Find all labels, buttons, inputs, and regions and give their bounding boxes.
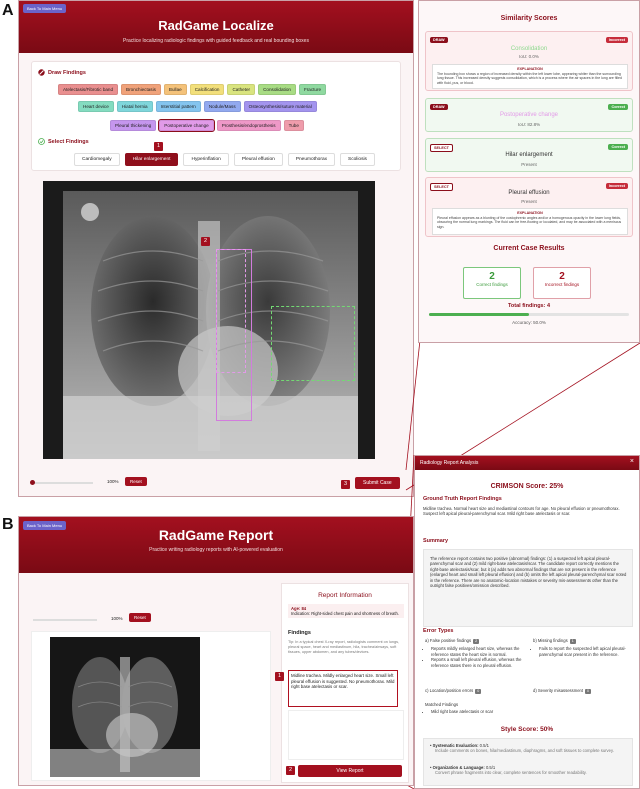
back-to-main-menu-button[interactable]: Back To Main Menu (23, 4, 66, 13)
select-chip: SELECT (430, 144, 453, 152)
findings-textarea-expanded[interactable] (288, 710, 404, 760)
xray-viewer (31, 631, 271, 781)
step-marker-2: 2 (201, 237, 210, 246)
select-tag[interactable]: Pneumothorax (288, 153, 335, 166)
draw-tag[interactable]: Hiatal hernia (117, 101, 153, 112)
finding-name: Postoperative change (499, 112, 559, 118)
draw-tag[interactable]: Interstitial pattern (156, 101, 201, 112)
similarity-scores-panel (418, 0, 640, 343)
select-tag[interactable]: Pleural effusion (234, 153, 283, 166)
draw-tag[interactable]: Tube (284, 120, 304, 131)
correct-count: 2 (489, 271, 495, 282)
incorrect-count: 2 (559, 271, 565, 282)
correct-badge: Correct (608, 104, 628, 110)
select-tag[interactable]: Hyperinflation (183, 153, 228, 166)
draw-tag[interactable]: Pleural thickening (110, 120, 156, 131)
correct-badge: Correct (608, 144, 628, 150)
draw-tag[interactable]: Prosthesis/endoprosthesis (217, 120, 281, 131)
report-info-title: Report Information (318, 592, 372, 599)
step-marker-1: 1 (154, 142, 163, 151)
summary-text: The reference report contains two positive (abnormal) findings: (1) a suspected left apical pleural-parenchymal scar and (2) mild right-base atelectasis/scar. The candidate report correctly mentions the right-base atelectasis/scar, but it (a) adds two abnormal findings that are not present in the reference (enlarged heart and small left pleural effusion) and (b) omits the left apical pleural-parenchymal scar noted in the reference. There are no anatomic-location mistakes or severity mis-assessments other than the outright false positives/omission described. (430, 556, 627, 589)
score-card-consolidation (425, 31, 633, 91)
severity-misassessment: d) Severity misassessment 0 (533, 688, 590, 693)
summary-box (423, 549, 633, 627)
select-tag[interactable]: Cardiomegaly (74, 153, 120, 166)
location-errors: c) Location/position errors 0 (425, 688, 480, 693)
finding-status: Present (521, 162, 537, 167)
draw-tag[interactable]: Consolidation (258, 84, 296, 95)
incorrect-findings-box (533, 267, 591, 299)
style-details (423, 738, 633, 786)
close-icon[interactable]: × (629, 458, 634, 465)
ground-truth-text: Midline trachea. Normal heart size and mediastinal contours for age. No pleural effusion or pneumothorax. Suspect left apical pleural-parenchymal scar. Mild right base atelectasis or scar. (423, 506, 620, 517)
summary-title: Summary (423, 538, 449, 544)
draw-tag[interactable]: Atelectasis/Fibrotic band (58, 84, 118, 95)
current-case-results-title: Current Case Results (493, 245, 565, 252)
score-card-postoperative-change (425, 98, 633, 132)
report-information-panel (277, 583, 409, 783)
step-marker-1: 1 (275, 672, 284, 681)
mf-count: 1 (571, 639, 574, 643)
draw-tag[interactable]: Osteosynthesis/suture material (244, 101, 317, 112)
incorrect-badge: Incorrect (606, 37, 628, 43)
page-title: RadGame Localize (158, 18, 274, 33)
explanation-box: EXPLANATION The bounding box shows a region of increased density within the left lower lobe, appearing whiter than the surrounding lung tissue. This increased density suggests consolidation, which is a process where the air spaces in the lung are filled with fluid, pus, or blood. (432, 64, 628, 89)
iou-value: IoU: 0.0% (519, 54, 539, 59)
draw-tag[interactable]: Bronchiectasis (121, 84, 161, 95)
iou-value: IoU: 82.8% (517, 122, 541, 127)
step-marker-2: 2 (286, 766, 295, 775)
incorrect-badge: Incorrect (606, 183, 628, 189)
indication: Indication: Right-sided chest pain and shortness of breath. (291, 611, 400, 617)
select-tag[interactable]: Hilar enlargement (125, 153, 179, 166)
findings-tip: Tip: In a typical chest X-ray report, radiologists comment on lungs, pleural space, heart and mediastinum, hila, trachea/airways, soft tissues, upper abdomen, and any tubes/devices. (288, 640, 400, 654)
correct-label: Correct findings (476, 282, 508, 287)
step-marker-3: 3 (341, 480, 350, 489)
crimson-score: CRIMSON Score: 25% (490, 483, 564, 490)
accuracy-value: Accuracy: 50.0% (512, 320, 546, 325)
modal-title: Radiology Report Analysis (420, 460, 479, 466)
draw-chip: DRAW (430, 104, 448, 110)
finding-name: Pleural effusion (508, 190, 550, 196)
accuracy-bar (429, 313, 629, 316)
style-score: Style Score: 50% (500, 726, 554, 733)
select-tag[interactable]: Scoliosis (340, 153, 375, 166)
report-window (18, 516, 414, 786)
select-findings-label: Select Findings (48, 139, 89, 145)
matched-findings: Matched Findings • Mild right base atelectasis or scar (425, 702, 493, 715)
draw-tag[interactable]: Calcification (190, 84, 225, 95)
draw-chip: DRAW (430, 37, 448, 43)
ground-truth-title: Ground Truth Report Findings (423, 496, 502, 502)
select-chip: SELECT (430, 183, 453, 191)
panel-a-letter: A (2, 2, 14, 19)
back-to-main-menu-button[interactable]: Back To Main Menu (23, 521, 66, 530)
style-item-systematic: • Systematic Evaluation: 0.5/1 Include comments on bones, hila/mediastinum, diaphragms, and soft tissues to complete survey. (430, 743, 614, 754)
findings-label: Findings (288, 630, 311, 636)
draw-tag[interactable]: Bullae (164, 84, 187, 95)
reset-button[interactable]: Reset (129, 613, 151, 622)
incorrect-label: Incorrect findings (544, 282, 580, 287)
reset-button[interactable]: Reset (125, 477, 147, 486)
zoom-value: 100% (107, 479, 119, 484)
correct-findings-box (463, 267, 521, 299)
zoom-slider[interactable] (33, 619, 97, 621)
page-subtitle: Practice localizing radiologic findings with guided feedback and real bounding boxes (123, 38, 309, 44)
false-positive-findings: a) False positive findings 2 • Reports mildly enlarged heart size, whereas the reference states the heart size is normal. • Reports a small left pleural effusion, whereas the reference states there is no pleural effusion. (425, 638, 525, 668)
finding-name: Hilar enlargement (505, 152, 553, 158)
draw-tag[interactable]: Postoperative change (159, 120, 213, 131)
error-types-title: Error Types (423, 628, 454, 634)
score-card-hilar-enlargement (425, 138, 633, 172)
fp-count: 2 (475, 639, 478, 643)
finding-name: Consolidation (510, 46, 548, 52)
zoom-value: 100% (111, 616, 123, 621)
accuracy-bar-fill (429, 313, 529, 316)
report-analysis-modal (414, 455, 640, 789)
page-subtitle: Practice writing radiology reports with AI-powered evaluation (149, 547, 283, 553)
draw-findings-label: Draw Findings (48, 70, 86, 76)
draw-tag[interactable]: Catheter (227, 84, 255, 95)
xray-image (50, 637, 200, 777)
style-item-organization: • Organization & Language: 0.5/1 Convert phrase fragments into clear, complete sentences for smoother readability. (430, 765, 587, 776)
similarity-title: Similarity Scores (500, 15, 558, 22)
total-findings: Total findings: 4 (507, 303, 551, 309)
chest-xray-image (50, 637, 200, 777)
view-report-button[interactable]: View Report (298, 765, 402, 777)
finding-status: Present (521, 199, 537, 204)
draw-tag[interactable]: Heart device (78, 101, 114, 112)
submit-case-button[interactable]: Submit Case (355, 477, 400, 489)
panel-b-letter: B (2, 516, 14, 533)
score-card-pleural-effusion (425, 177, 633, 237)
explanation-box: EXPLANATION Pleural effusion appears as a blunting of the costophrenic angles and/or a homogenous opacity in the lower lung fields, obscuring the normal lung markings. The fluid can be free-flowing or loculated, and may be associated with a meniscus sign. (432, 208, 628, 235)
patient-age: Age: 84 (291, 606, 307, 611)
report-header (19, 517, 413, 573)
draw-tag[interactable]: Nodule/Mass (204, 101, 241, 112)
findings-textarea[interactable]: Midline trachea. Mildly enlarged heart size. Small left pleural effusion is suggested. No pneumothorax. Mild right base atelectasis or scar. (288, 670, 398, 707)
page-title: RadGame Report (158, 527, 274, 543)
modal-header (415, 456, 639, 470)
draw-tag[interactable]: Fracture (299, 84, 326, 95)
missing-findings: b) Missing findings 1 • Fails to report the suspected left apical pleural-parenchymal scar present in the reference. (533, 638, 633, 657)
patient-info (288, 604, 404, 618)
